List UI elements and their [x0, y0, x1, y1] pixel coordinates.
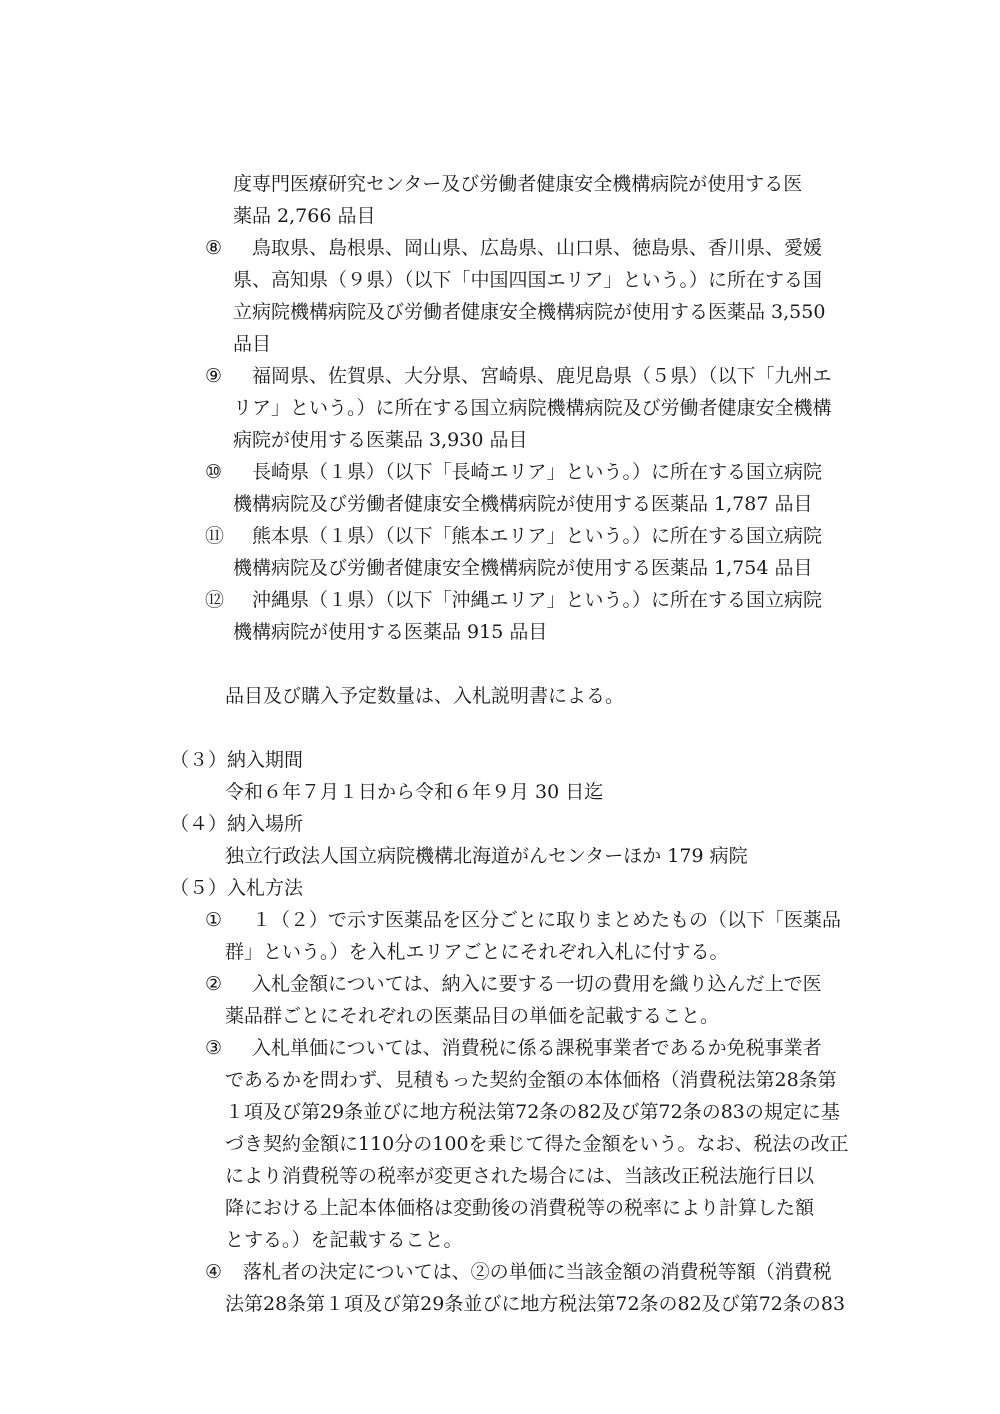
item-number: ③ — [205, 1037, 223, 1059]
text-line: とする。）を記載すること。 — [225, 1229, 463, 1251]
text-line: 降における上記本体価格は変動後の消費税等の税率により計算した額 — [225, 1197, 815, 1219]
text-line: づき契約金額に110分の100を乗じて得た金額をいう。なお、税法の改正 — [225, 1133, 849, 1155]
text-line: 熊本県（１県）（以下「熊本エリア」という。）に所在する国立病院 — [233, 525, 823, 547]
text-line: 入札単価については、消費税に係る課税事業者であるか免税事業者 — [233, 1037, 822, 1059]
item-number: ⑫ — [205, 589, 225, 611]
text-line: 県、高知県（９県）（以下「中国四国エリア」という。）に所在する国 — [233, 269, 823, 291]
section-heading: （４）納入場所 — [170, 813, 304, 835]
text-line: 品目 — [233, 333, 272, 355]
text-line: 機構病院及び労働者健康安全機構病院が使用する医薬品 1,754 品目 — [233, 557, 813, 579]
text-line: 入札金額については、納入に要する一切の費用を織り込んだ上で医 — [233, 973, 822, 995]
item-number: ⑨ — [205, 365, 223, 387]
quantity-note: 品目及び購入予定数量は、入札説明書による。 — [225, 685, 625, 707]
text-line: 機構病院が使用する医薬品 915 品目 — [233, 621, 548, 643]
text-line: 立病院機構病院及び労働者健康安全機構病院が使用する医薬品 3,550 — [233, 301, 826, 323]
text-line: 度専門医療研究センター及び労働者健康安全機構病院が使用する医 — [233, 173, 803, 195]
text-line: 群」という。）を入札エリアごとにそれぞれ入札に付する。 — [225, 941, 729, 963]
text-line: １（２）で示す医薬品を区分ごとに取りまとめたもの（以下「医薬品 — [233, 909, 842, 931]
text-line: 福岡県、佐賀県、大分県、宮崎県、鹿児島県（５県）（以下「九州エ — [233, 365, 832, 387]
text-line: 落札者の決定については、②の単価に当該金額の消費税等額（消費税 — [243, 1261, 832, 1283]
section-heading: （３）納入期間 — [170, 749, 304, 771]
text-line: であるかを問わず、見積もった契約金額の本体価格（消費税法第28条第 — [225, 1069, 837, 1091]
text-line: 沖縄県（１県）（以下「沖縄エリア」という。）に所在する国立病院 — [233, 589, 823, 611]
text-line: 病院が使用する医薬品 3,930 品目 — [233, 429, 528, 451]
text-line: 薬品 2,766 品目 — [233, 205, 376, 227]
item-number: ④ — [205, 1261, 223, 1283]
item-number: ② — [205, 973, 223, 995]
item-number: ⑪ — [205, 525, 225, 547]
text-line: 鳥取県、島根県、岡山県、広島県、山口県、徳島県、香川県、愛媛 — [233, 237, 823, 259]
text-line: により消費税等の税率が変更された場合には、当該改正税法施行日以 — [225, 1165, 815, 1187]
text-line: 長崎県（１県）（以下「長崎エリア」という。）に所在する国立病院 — [233, 461, 823, 483]
item-number: ⑩ — [205, 461, 223, 483]
item-number: ⑧ — [205, 237, 223, 259]
text-line: 機構病院及び労働者健康安全機構病院が使用する医薬品 1,787 品目 — [233, 493, 813, 515]
text-line: 法第28条第１項及び第29条並びに地方税法第72条の82及び第72条の83 — [225, 1293, 846, 1315]
text-line: １項及び第29条並びに地方税法第72条の82及び第72条の83の規定に基 — [225, 1101, 840, 1123]
section-body: 令和６年７月１日から令和６年９月 30 日迄 — [225, 781, 604, 803]
item-number: ① — [205, 909, 223, 931]
section-heading: （５）入札方法 — [170, 877, 304, 899]
section-body: 独立行政法人国立病院機構北海道がんセンターほか 179 病院 — [225, 845, 748, 867]
text-line: 薬品群ごとにそれぞれの医薬品目の単価を記載すること。 — [225, 1005, 720, 1027]
text-line: リア」という。）に所在する国立病院機構病院及び労働者健康安全機構 — [233, 397, 832, 419]
